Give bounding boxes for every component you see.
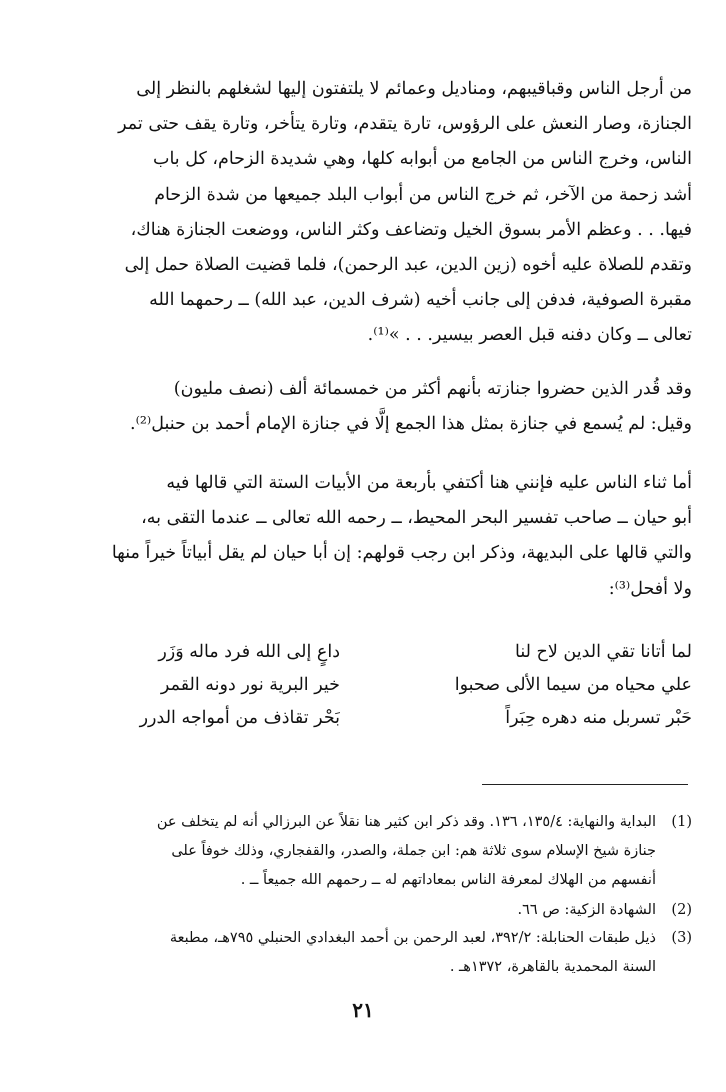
footnote bbox=[40, 924, 692, 982]
text-line: ولا أفحل⁽³⁾: bbox=[608, 578, 692, 599]
footnote bbox=[40, 896, 692, 925]
text-line: تعالى ــ وكان دفنه قبل العصر بيسير. . . »⁽¹⁾. bbox=[367, 325, 692, 346]
text-line: وقيل: لم يُسمع في جنازة بمثل هذا الجمع إلَّا في جنازة الإمام أحمد بن حنبل⁽²⁾. bbox=[130, 414, 692, 435]
footnote-text bbox=[40, 924, 656, 982]
footnote-number: (1) bbox=[671, 814, 692, 830]
text-line: أبو حيان ــ صاحب تفسير البحر المحيط، ــ رحمه الله تعالى ــ عندما التقى به، bbox=[141, 508, 692, 529]
text-line: أما ثناء الناس عليه فإنني هنا أكتفي بأربعة من الأبيات الستة التي قالها فيه bbox=[166, 473, 692, 493]
text-line: مقبرة الصوفية، فدفن إلى جانب أخيه (شرف الدين، عبد الله) ــ رحمهما الله bbox=[149, 290, 692, 311]
text-line: فيها. . . وعظم الأمر بسوق الخيل وتضاعف وكثر الناس، ووضعت الجنازة هناك، bbox=[130, 219, 692, 240]
text-line: الجنازة، وصار النعش على الرؤوس، تارة يتقدم، وتارة يتأخر، وتارة يقف حتى تمر bbox=[118, 114, 692, 135]
verse-second-hemistich: خير البرية نور دونه القمر bbox=[160, 675, 340, 695]
text-line: أشد زحمة من الآخر، ثم خرج الناس من أبواب البلد جميعها من شدة الزحام bbox=[154, 184, 692, 205]
footnote-line: السنة المحمدية بالقاهرة، ١٣٧٢هـ . bbox=[449, 959, 656, 975]
footnote-line: الشهادة الزكية: ص ٦٦. bbox=[517, 902, 656, 918]
footnote bbox=[40, 808, 692, 895]
footnote-text bbox=[40, 808, 656, 895]
footnote-line: جنازة شيخ الإسلام سوى ثلاثة هم: ابن جملة، والصدر، والقفجاري، وذلك خوفاً على bbox=[171, 843, 656, 859]
text-line: من أرجل الناس وقباقيبهم، ومناديل وعمائم لا يلتفتون إليها لشغلهم بالنظر إلى bbox=[136, 79, 692, 99]
footnote-line: أنفسهم من الهلاك لمعرفة الناس بمعاداتهم له ــ رحمهم الله جميعاً ــ . bbox=[240, 872, 656, 888]
footnote-line: ذيل طبقات الحنابلة: ٣٩٢/٢، لعبد الرحمن بن أحمد البغدادي الحنبلي ٧٩٥هـ، مطبعة bbox=[169, 930, 656, 946]
footnote-text bbox=[40, 896, 656, 925]
poem-verse bbox=[40, 636, 692, 669]
footnote-line: البداية والنهاية: ١٣٥/٤، ١٣٦. وقد ذكر ابن كثير هنا نقلاً عن البرزالي أنه لم يتخلف عن bbox=[156, 814, 656, 830]
page-number: ٢١ bbox=[352, 998, 374, 1022]
footnote-divider bbox=[482, 784, 688, 785]
verse-second-hemistich: بَحْر تقاذف من أمواجه الدرر bbox=[139, 708, 340, 728]
text-line: وقد قُدر الذين حضروا جنازته بأنهم أكثر من خمسمائة ألف (نصف مليون) bbox=[173, 379, 692, 399]
text-line: والتي قالها على البديهة، وذكر ابن رجب قولهم: إن أبا حيان لم يقل أبياتاً خيراً منها bbox=[111, 543, 692, 564]
poem-verse bbox=[40, 669, 692, 702]
text-line: الناس، وخرج الناس من الجامع من أبوابه كلها، وهي شديدة الزحام، كل باب bbox=[152, 149, 692, 170]
footnote-number: (3) bbox=[671, 930, 692, 946]
verse-first-hemistich: لما أتانا تقي الدين لاح لنا bbox=[515, 642, 692, 662]
footnote-number: (2) bbox=[671, 902, 692, 918]
poem-verses bbox=[40, 636, 692, 735]
verse-first-hemistich: علي محياه من سيما الألى صحبوا bbox=[454, 675, 692, 695]
paragraph-funeral-description bbox=[40, 72, 692, 354]
paragraph-praise-intro bbox=[40, 466, 692, 607]
verse-second-hemistich: داعٍ إلى الله فرد ماله وَزَر bbox=[158, 642, 340, 662]
poem-verse bbox=[40, 702, 692, 735]
paragraph-attendance-estimate bbox=[40, 372, 692, 442]
text-line: وتقدم للصلاة عليه أخوه (زين الدين، عبد الرحمن)، فلما قضيت الصلاة حمل إلى bbox=[124, 255, 692, 276]
verse-first-hemistich: حَبْر تسربل منه دهره حِبَراً bbox=[505, 708, 692, 728]
